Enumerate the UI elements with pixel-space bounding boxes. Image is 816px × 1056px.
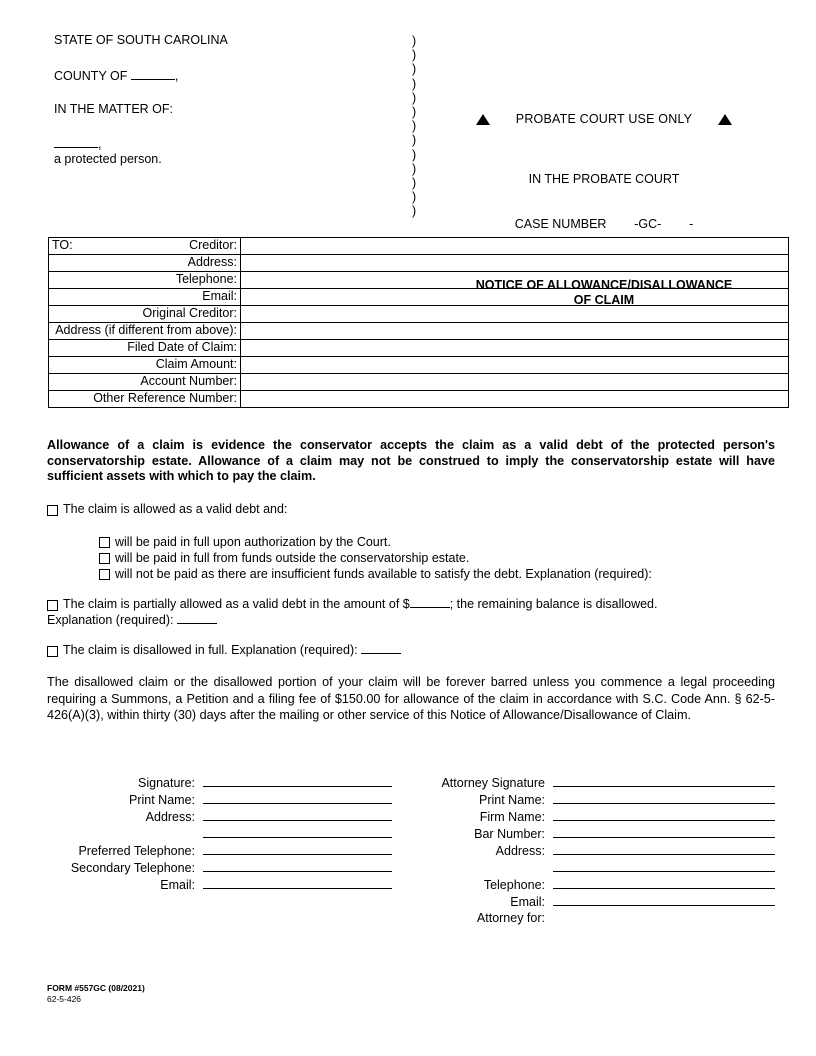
suboption-label: will be paid in full from funds outside the conservatorship estate. <box>115 551 470 565</box>
signature-field-label: Print Name: <box>129 793 195 807</box>
checkbox-suboption[interactable] <box>99 537 110 548</box>
checkbox-partial[interactable] <box>47 600 58 611</box>
creditor-field-label <box>49 340 241 357</box>
document-title-line-1: NOTICE OF ALLOWANCE/DISALLOWANCE <box>475 278 733 292</box>
attorney-field-label: Print Name: <box>479 793 545 807</box>
signature-row <box>47 874 392 891</box>
signature-field-line[interactable] <box>203 806 392 821</box>
caption-paren: ) <box>412 204 417 219</box>
creditor-field-label-text: Creditor: <box>189 238 237 252</box>
option-disallowed-label: The claim is disallowed in full. Explanation (required): <box>63 643 358 657</box>
caption-paren: ) <box>412 133 417 148</box>
allowance-notice-paragraph: Allowance of a claim is evidence the conservator accepts the claim as a valid debt of the protected person's conservatorship estate. Allowance of a claim may not be construed to imply the conservatorship estate will have sufficient assets with which to pay the claim. <box>47 438 775 483</box>
signature-field-line[interactable] <box>203 823 392 838</box>
case-number-line[interactable]: CASE NUMBER -GC- - <box>514 217 694 231</box>
attorney-field-line[interactable] <box>553 874 775 889</box>
partial-amount-blank[interactable] <box>410 597 450 608</box>
creditor-field-label-text: Telephone: <box>175 272 237 286</box>
attorney-row <box>420 840 775 857</box>
signature-field-line[interactable] <box>203 840 392 855</box>
option-allowed-row[interactable] <box>47 502 775 518</box>
table-row <box>49 340 789 357</box>
creditor-field-label-text: Email: <box>202 289 237 303</box>
creditor-field-value[interactable] <box>241 340 789 357</box>
table-row <box>49 374 789 391</box>
signature-row <box>47 840 392 857</box>
creditor-field-label-text: Claim Amount: <box>155 357 237 371</box>
creditor-field-value[interactable] <box>241 391 789 408</box>
creditor-field-label <box>49 289 241 306</box>
person-suffix: , <box>98 136 102 151</box>
signature-field-label: Signature: <box>138 776 195 790</box>
creditor-field-value[interactable] <box>241 357 789 374</box>
option-partial-after: ; the remaining balance is disallowed. <box>449 597 658 611</box>
checkbox-disallowed[interactable] <box>47 646 58 657</box>
form-number: FORM #557GC (08/2021) <box>47 983 145 993</box>
in-the-probate-court-label: IN THE PROBATE COURT <box>528 172 680 186</box>
creditor-field-label-text: Filed Date of Claim: <box>127 340 237 354</box>
signature-field-line[interactable] <box>203 772 392 787</box>
creditor-field-label-text: Address: <box>187 255 237 269</box>
attorney-row <box>420 857 775 874</box>
probate-court-use-only-label: PROBATE COURT USE ONLY <box>515 112 693 126</box>
attorney-field-label: Telephone: <box>483 878 545 892</box>
attorney-row <box>420 823 775 840</box>
option-allowed-suboptions <box>99 534 775 582</box>
county-blank[interactable] <box>131 68 175 80</box>
county-label: COUNTY OF <box>54 68 128 83</box>
creditor-field-label <box>49 272 241 289</box>
suboption-row[interactable] <box>99 550 775 566</box>
attorney-field-label: Address: <box>495 844 545 858</box>
option-partial-explanation <box>47 613 775 629</box>
attorney-row <box>420 891 775 908</box>
creditor-field-value[interactable] <box>241 255 789 272</box>
option-partial-explanation-label: Explanation (required): <box>47 612 174 627</box>
creditor-info-table <box>48 237 789 408</box>
signature-row <box>47 857 392 874</box>
matter-line: IN THE MATTER OF: <box>54 102 173 116</box>
creditor-field-value[interactable] <box>241 306 789 323</box>
suboption-label: will be paid in full upon authorization by the Court. <box>115 535 391 549</box>
caption-paren: ) <box>412 119 417 134</box>
suboption-row[interactable] <box>99 566 775 582</box>
caption-left <box>54 34 404 166</box>
option-partial-text <box>63 597 775 613</box>
attorney-row <box>420 874 775 891</box>
signature-block <box>47 772 392 891</box>
attorney-field-line[interactable] <box>553 772 775 787</box>
attorney-field-line[interactable] <box>553 823 775 838</box>
signature-row <box>47 823 392 840</box>
creditor-field-label-text: Other Reference Number: <box>93 391 237 405</box>
attorney-row <box>420 789 775 806</box>
table-row <box>49 306 789 323</box>
caption-paren: ) <box>412 62 417 77</box>
creditor-field-label <box>49 238 241 255</box>
table-row <box>49 323 789 340</box>
person-name-blank[interactable] <box>54 136 98 148</box>
signature-field-line[interactable] <box>203 789 392 804</box>
signature-field-label: Email: <box>160 878 195 892</box>
caption-paren: ) <box>412 34 417 48</box>
county-suffix: , <box>174 68 179 83</box>
option-partial-row[interactable] <box>47 597 775 613</box>
signature-field-label: Address: <box>145 810 195 824</box>
signature-row <box>47 806 392 823</box>
creditor-field-label <box>49 391 241 408</box>
creditor-field-label-text: Address (if different from above): <box>55 323 237 337</box>
creditor-field-value[interactable] <box>241 374 789 391</box>
table-row <box>49 255 789 272</box>
caption-paren: ) <box>412 76 417 91</box>
caption-paren: ) <box>412 190 417 205</box>
signature-row <box>47 789 392 806</box>
table-row <box>49 289 789 306</box>
person-descriptor: a protected person. <box>54 152 162 166</box>
table-row <box>49 391 789 408</box>
caption-paren: ) <box>412 147 417 162</box>
creditor-field-label <box>49 374 241 391</box>
creditor-field-value[interactable] <box>241 272 789 289</box>
creditor-field-label <box>49 255 241 272</box>
checkbox-allowed[interactable] <box>47 505 58 516</box>
caption-paren-column <box>412 34 432 218</box>
signature-row <box>47 772 392 789</box>
signature-field-label: Preferred Telephone: <box>78 844 195 858</box>
probate-court-use-only-row <box>454 112 754 126</box>
creditor-field-value[interactable] <box>241 323 789 340</box>
attorney-row <box>420 908 775 925</box>
option-partial-before: The claim is partially allowed as a valid debt in the amount of $ <box>63 597 410 611</box>
attorney-block <box>420 772 775 925</box>
attorney-field-label: Attorney Signature <box>441 776 545 790</box>
attorney-field-label: Bar Number: <box>474 827 545 841</box>
legal-notice-paragraph: The disallowed claim or the disallowed portion of your claim will be forever barred unless you commence a legal proceeding requiring a Summons, a Petition and a filing fee of $150.00 for allowance of the claim in accordance with S.C. Code Ann. § 62-5-426(A)(3), within thirty (30) days after the mailing or other service of this Notice of Allowance/Disallowance of Claim. <box>47 675 775 722</box>
creditor-field-value[interactable] <box>241 289 789 306</box>
attorney-field-line[interactable] <box>553 840 775 855</box>
creditor-field-label <box>49 357 241 374</box>
signature-field-line[interactable] <box>203 874 392 889</box>
caption-paren: ) <box>412 175 417 190</box>
suboption-label: will not be paid as there are insufficient funds available to satisfy the debt. Explanation (required): <box>115 567 652 581</box>
table-row <box>49 238 789 255</box>
attorney-field-line[interactable] <box>553 891 775 906</box>
disallowed-explanation-blank[interactable] <box>361 643 401 654</box>
attorney-field-line[interactable] <box>553 806 775 821</box>
caption-paren: ) <box>412 161 417 176</box>
statute-reference: 62-5-426 <box>47 994 82 1004</box>
option-allowed <box>47 502 775 518</box>
attorney-field-label: Email: <box>510 895 545 909</box>
attorney-row <box>420 772 775 789</box>
signature-field-label: Secondary Telephone: <box>70 861 195 875</box>
attorney-field-label: Attorney for: <box>476 911 545 925</box>
caption-paren: ) <box>412 48 417 63</box>
attorney-field-label: Firm Name: <box>479 810 545 824</box>
creditor-field-value[interactable] <box>241 238 789 255</box>
to-label: TO: <box>52 238 73 252</box>
county-line <box>54 68 404 83</box>
suboption-row[interactable] <box>99 534 775 550</box>
attorney-field-line <box>553 908 775 922</box>
option-disallowed <box>47 643 775 659</box>
option-disallowed-text <box>63 643 775 659</box>
document-title-line-2: OF CLAIM <box>573 293 635 307</box>
option-disallowed-row[interactable] <box>47 643 775 659</box>
option-partial <box>47 597 775 628</box>
checkbox-suboption[interactable] <box>99 569 110 580</box>
partial-explanation-blank[interactable] <box>177 613 217 624</box>
triangle-left-icon <box>476 114 490 125</box>
creditor-field-label-text: Original Creditor: <box>142 306 237 320</box>
caption-paren: ) <box>412 90 417 105</box>
state-line: STATE OF SOUTH CAROLINA <box>54 33 228 47</box>
page-footer <box>47 983 145 1005</box>
attorney-field-line[interactable] <box>553 857 775 872</box>
person-name-line <box>54 136 404 151</box>
attorney-row <box>420 806 775 823</box>
table-row <box>49 357 789 374</box>
checkbox-suboption[interactable] <box>99 553 110 564</box>
attorney-field-line[interactable] <box>553 789 775 804</box>
signature-field-line[interactable] <box>203 857 392 872</box>
creditor-field-label-text: Account Number: <box>140 374 237 388</box>
option-allowed-label: The claim is allowed as a valid debt and: <box>63 502 288 516</box>
creditor-field-label <box>49 323 241 340</box>
caption-paren: ) <box>412 104 417 119</box>
creditor-field-label <box>49 306 241 323</box>
table-row <box>49 272 789 289</box>
triangle-right-icon <box>718 114 732 125</box>
